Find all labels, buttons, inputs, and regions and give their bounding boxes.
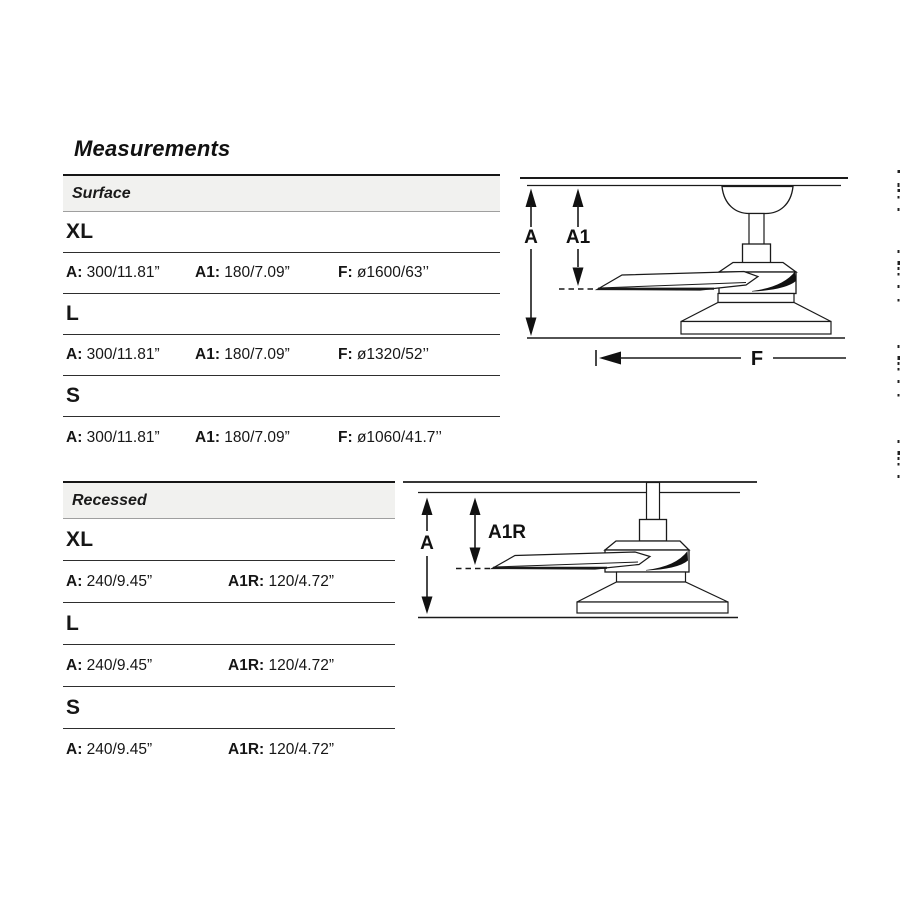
recessed-data-row-l	[63, 645, 395, 687]
light-kit	[577, 572, 728, 613]
recessed-measurements-table	[63, 481, 395, 771]
dimension-label-a1r: A1R	[488, 522, 527, 543]
spec-a1-value: 180/7.09”	[224, 428, 290, 446]
spec-a-label: A:	[66, 656, 83, 674]
light-kit	[681, 294, 831, 335]
spec-a	[66, 573, 152, 591]
dimension-label-a: A	[524, 227, 538, 248]
spec-a	[66, 741, 152, 759]
dimension-arrow-f	[596, 350, 846, 366]
recessed-size-l: L	[63, 603, 395, 645]
spec-a-value: 240/9.45”	[86, 741, 153, 758]
surface-table-header: Surface	[63, 176, 500, 212]
spec-a-value: 300/11.81”	[86, 428, 160, 446]
spec-a1r-value: 120/4.72”	[268, 656, 334, 674]
spec-f-value: ø1060/41.7’’	[356, 428, 442, 446]
spec-a-value: 240/9.45”	[86, 572, 153, 590]
clipped-text-fragments	[894, 165, 900, 565]
surface-size-l: L	[63, 294, 500, 335]
recessed-data-row-xl	[63, 561, 395, 603]
spec-f-label: F:	[338, 346, 353, 363]
spec-a1r-label: A1R:	[228, 572, 265, 590]
spec-a1-value: 180/7.09”	[224, 346, 290, 363]
recessed-data-row-s	[63, 729, 395, 771]
dimension-label-a: A	[420, 533, 434, 554]
motor-cap	[719, 263, 796, 273]
spec-a1-label: A1:	[195, 428, 220, 446]
spec-a1r-label: A1R:	[228, 741, 265, 758]
dimension-label-a1: A1	[565, 227, 591, 248]
spec-f	[338, 429, 442, 447]
spec-f	[338, 264, 429, 282]
surface-measurements-table	[63, 174, 500, 458]
dimension-arrow-a1r	[470, 498, 481, 566]
surface-data-row-xl	[63, 253, 500, 294]
dimension-arrow-a	[422, 498, 433, 615]
spec-a-label: A:	[66, 428, 83, 446]
spec-a	[66, 346, 160, 364]
spec-a-label: A:	[66, 741, 83, 758]
spec-a-label: A:	[66, 572, 83, 590]
spec-f-value: ø1320/52’’	[356, 346, 430, 363]
spec-a-label: A:	[66, 264, 83, 281]
page-title: Measurements	[74, 136, 231, 161]
surface-data-row-s	[63, 417, 500, 458]
canopy	[722, 187, 793, 214]
spec-f-label: F:	[338, 264, 353, 281]
spec-a1r-value: 120/4.72”	[268, 572, 334, 590]
recessed-size-s: S	[63, 687, 395, 729]
surface-size-s: S	[63, 376, 500, 417]
downrod-coupling	[640, 520, 667, 542]
spec-a1	[195, 264, 290, 282]
dimension-label-f: F	[750, 348, 764, 370]
spec-a-value: 300/11.81”	[86, 264, 160, 281]
spec-a	[66, 657, 152, 675]
spec-a1r-value: 120/4.72”	[268, 741, 334, 758]
spec-a1r	[228, 741, 334, 759]
spec-a-value: 300/11.81”	[86, 346, 160, 363]
spec-a1-label: A1:	[195, 346, 220, 363]
spec-a1-value: 180/7.09”	[224, 264, 290, 281]
motor-cap	[605, 541, 689, 550]
dimension-arrow-a	[526, 189, 537, 337]
spec-a1r	[228, 573, 334, 591]
spec-a1-label: A1:	[195, 264, 220, 281]
spec-a1r-label: A1R:	[228, 656, 265, 674]
spec-a	[66, 429, 160, 447]
spec-a-value: 240/9.45”	[86, 656, 153, 674]
recessed-table-header: Recessed	[63, 483, 395, 519]
spec-f-value: ø1600/63’’	[356, 264, 430, 281]
recessed-mount-diagram	[400, 470, 762, 625]
spec-f	[338, 346, 429, 364]
downrod	[647, 483, 660, 520]
spec-a1	[195, 346, 290, 364]
surface-data-row-l	[63, 335, 500, 376]
spec-f-label: F:	[338, 428, 353, 446]
spec-a1	[195, 429, 290, 447]
recessed-size-xl: XL	[63, 519, 395, 561]
downrod	[749, 214, 764, 245]
spec-a-label: A:	[66, 346, 83, 363]
surface-mount-diagram	[515, 167, 900, 373]
spec-a	[66, 264, 160, 282]
spec-a1r	[228, 657, 334, 675]
surface-size-xl: XL	[63, 212, 500, 253]
